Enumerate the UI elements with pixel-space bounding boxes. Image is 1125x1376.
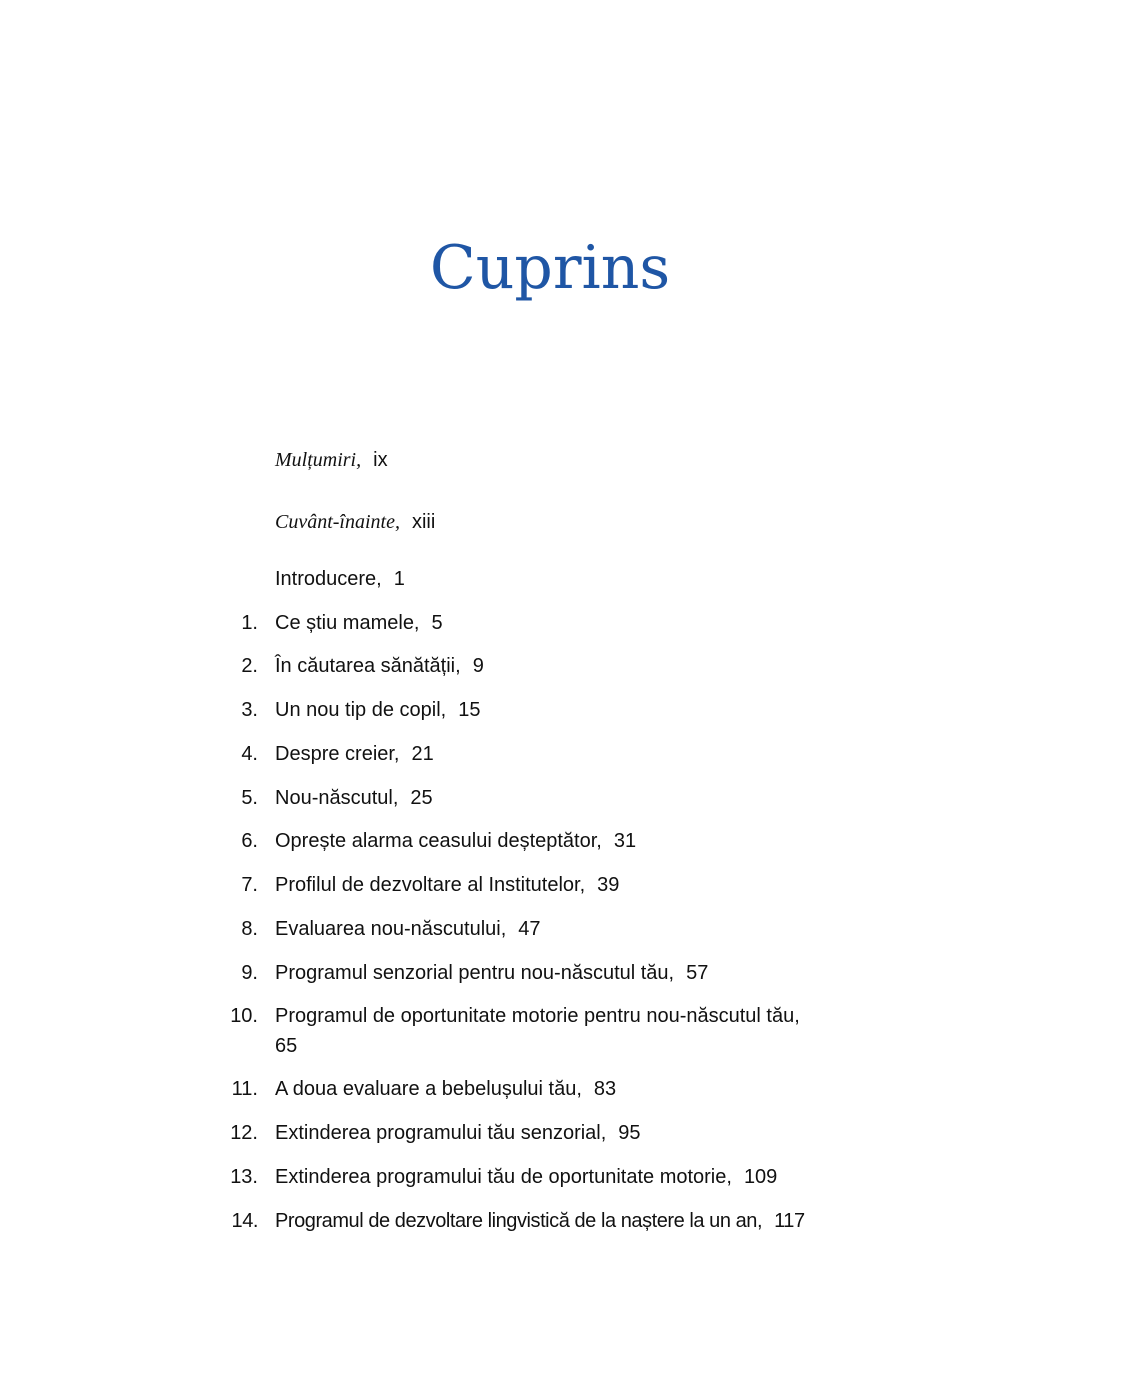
chapter-title: Extinderea programului tău senzorial, [275, 1122, 607, 1144]
toc-chapter-6[interactable] [241, 826, 637, 856]
chapter-title: Nou-născutul, [275, 787, 399, 809]
chapter-number: 13. [230, 1166, 258, 1188]
chapter-number: 1. [241, 612, 258, 634]
chapter-title: Programul de dezvoltare lingvistică de la naștere la un an, [275, 1210, 763, 1232]
chapter-title: Programul senzorial pentru nou-născutul tău, [275, 962, 675, 984]
toc-chapter-5[interactable] [241, 783, 433, 813]
chapter-page: 47 [518, 918, 541, 940]
chapter-title: Ce știu mamele, [275, 612, 420, 634]
toc-chapter-3[interactable] [241, 695, 481, 725]
toc-entry-introduction[interactable] [275, 564, 405, 594]
toc-entry-page: 1 [393, 568, 405, 590]
toc-chapter-7[interactable] [241, 870, 620, 900]
chapter-title: Un nou tip de copil, [275, 699, 447, 721]
chapter-page: 109 [743, 1166, 778, 1188]
toc-chapter-11[interactable] [231, 1074, 617, 1104]
chapter-page: 65 [275, 1035, 298, 1057]
chapter-number: 3. [241, 699, 258, 721]
toc-entry-foreword[interactable] [275, 507, 435, 537]
chapter-page: 31 [613, 830, 637, 852]
toc-chapter-1[interactable] [241, 608, 443, 638]
chapter-title: Despre creier, [275, 743, 400, 765]
chapter-number: 12. [230, 1122, 258, 1144]
chapter-page: 9 [472, 655, 484, 677]
toc-chapter-10[interactable] [230, 1001, 820, 1061]
chapter-number: 7. [241, 874, 258, 896]
toc-entry-page: xiii [411, 511, 436, 533]
toc-chapter-14[interactable] [231, 1206, 805, 1236]
page-title: Cuprins [429, 233, 671, 303]
chapter-number: 11. [231, 1078, 258, 1100]
chapter-page: 15 [458, 699, 481, 721]
chapter-title: Oprește alarma ceasului deșteptător, [275, 830, 602, 852]
chapter-title: A doua evaluare a bebelușului tău, [275, 1078, 582, 1100]
chapter-page: 57 [686, 962, 709, 984]
chapter-number: 2. [241, 655, 258, 677]
toc-entry-acknowledgements[interactable] [275, 445, 388, 475]
chapter-title: Evaluarea nou-născutului, [275, 918, 507, 940]
chapter-number: 9. [241, 962, 258, 984]
toc-chapter-12[interactable] [230, 1118, 641, 1148]
chapter-page: 25 [410, 787, 433, 809]
chapter-title: Profilul de dezvoltare al Institutelor, [275, 874, 586, 896]
chapter-page: 83 [593, 1078, 617, 1100]
chapter-number: 10. [230, 1005, 258, 1027]
toc-chapter-13[interactable] [230, 1162, 778, 1192]
chapter-number: 6. [241, 830, 258, 852]
toc-entry-label: Introducere, [275, 568, 382, 590]
chapter-page: 39 [597, 874, 620, 896]
toc-entry-page: ix [373, 449, 388, 471]
chapter-number: 14. [231, 1210, 258, 1232]
toc-chapter-4[interactable] [241, 739, 434, 769]
toc-entry-label: Mulțumiri, [275, 449, 362, 471]
toc-chapter-8[interactable] [241, 914, 541, 944]
chapter-number: 8. [241, 918, 258, 940]
chapter-number: 5. [241, 787, 258, 809]
chapter-title: În căutarea sănătății, [275, 655, 461, 677]
chapter-page: 5 [431, 612, 443, 634]
chapter-page: 117 [774, 1210, 805, 1232]
chapter-page: 21 [411, 743, 434, 765]
chapter-page: 95 [618, 1122, 641, 1144]
chapter-title: Extinderea programului tău de oportunitate motorie, [275, 1166, 732, 1188]
chapter-title: Programul de oportunitate motorie pentru nou-născutul tău, [275, 1005, 800, 1027]
toc-chapter-2[interactable] [241, 651, 484, 681]
toc-chapter-9[interactable] [241, 958, 709, 988]
toc-entry-label: Cuvânt-înainte, [275, 511, 400, 533]
chapter-number: 4. [241, 743, 258, 765]
